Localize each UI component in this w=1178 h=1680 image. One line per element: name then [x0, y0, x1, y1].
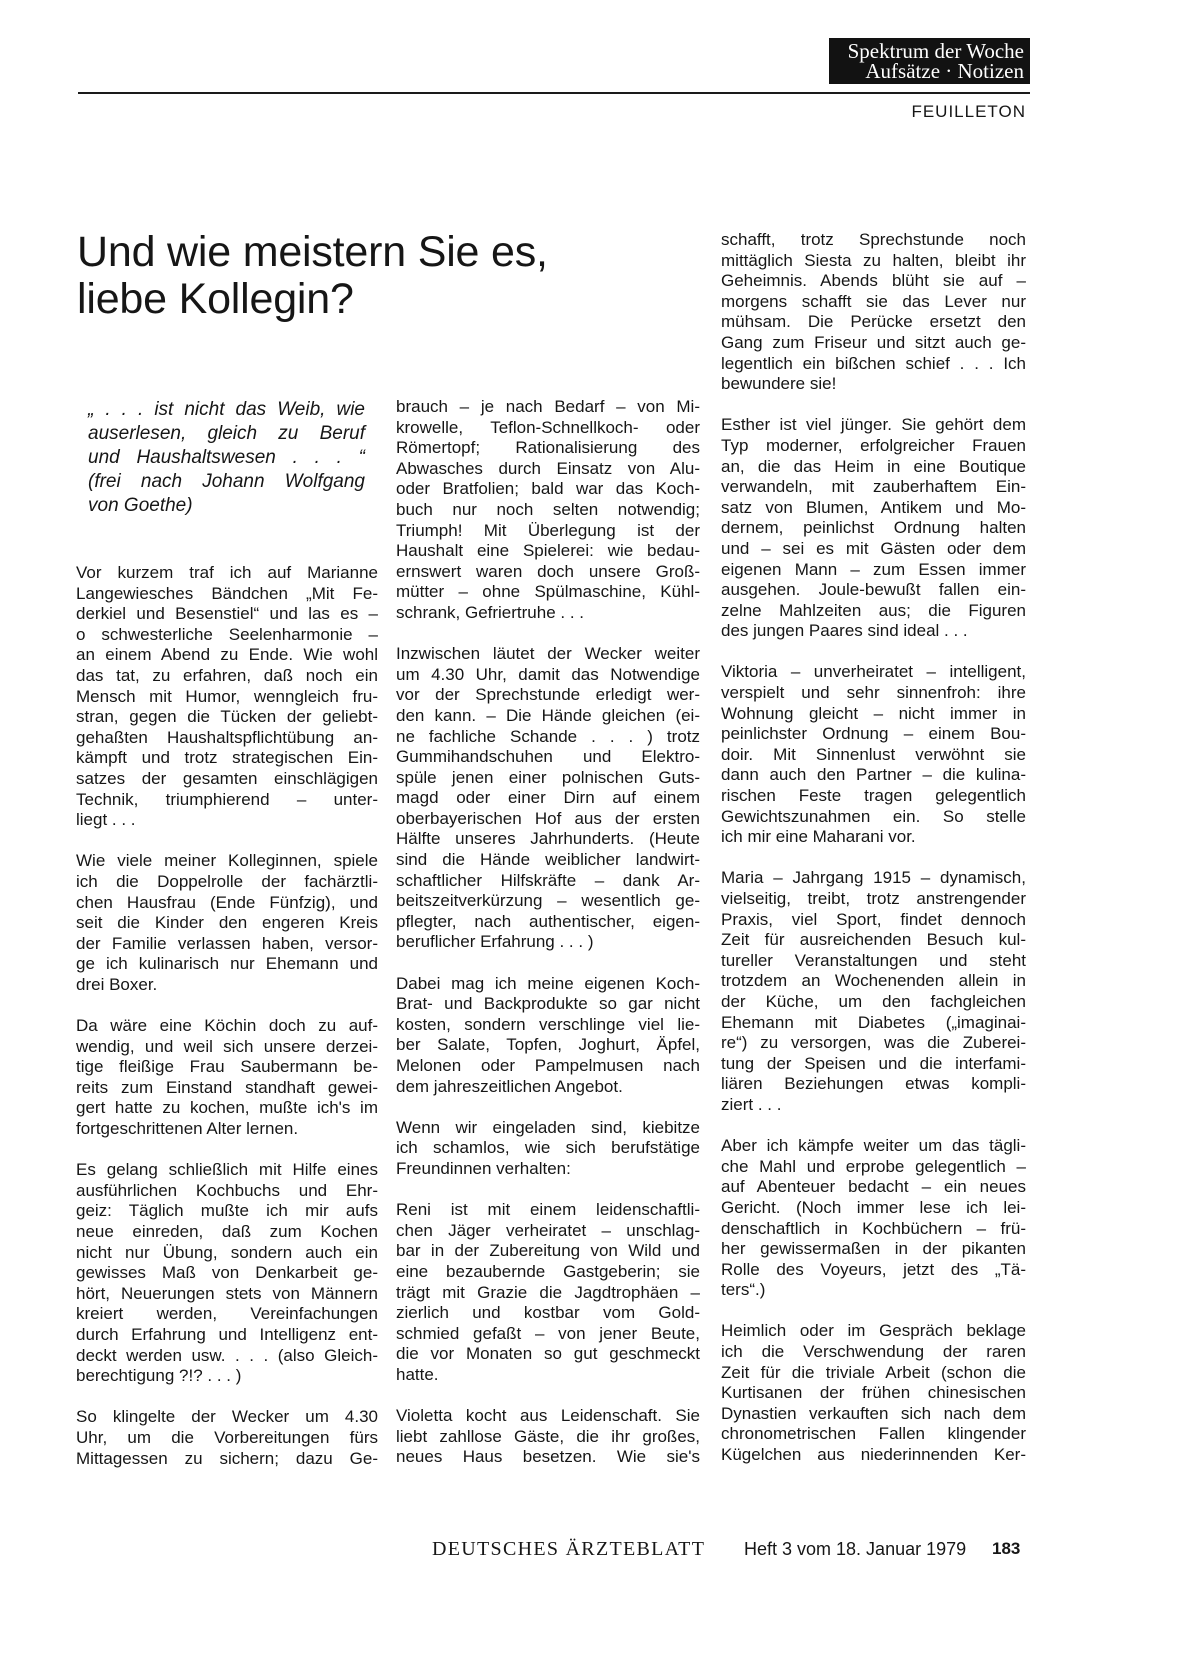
paragraph — [396, 644, 700, 953]
text-line: trotzdem an Wochenenden allein in — [721, 971, 1026, 991]
text-line: ber Salate, Topfen, Joghurt, Äpfel, — [396, 1035, 700, 1055]
text-line: chen Jäger verheiratet – unschlag- — [396, 1220, 700, 1240]
text-line: Wie viele meiner Kolleginnen, spiele — [76, 851, 378, 871]
text-line: gert hatte zu kochen, mußte ich's im — [76, 1098, 378, 1118]
epigraph-line: von Goethe) — [88, 495, 193, 516]
text-line: Melonen oder Pampelmusen nach — [396, 1056, 700, 1075]
text-line: neues Haus besetzen. Wie sie's — [396, 1447, 700, 1467]
text-line: dem jahreszeitlichen Angebot. — [396, 1076, 623, 1096]
text-line: auf Abenteuer bedacht – ein neues — [721, 1177, 1026, 1197]
text-line: mittäglich Siesta zu halten, bleibt ihr — [721, 250, 1026, 270]
text-line: trägt mit Grazie die Jagdtrophäen – — [396, 1282, 700, 1302]
text-line: Heimlich oder im Gespräch beklage — [721, 1321, 1026, 1341]
text-line: hatte. — [396, 1364, 439, 1384]
paragraph — [396, 1118, 700, 1180]
text-line: Violetta kocht aus Leidenschaft. Sie — [396, 1406, 700, 1426]
text-line: Brat- und Backprodukte so gar nicht — [396, 994, 700, 1014]
epigraph-line: (frei nach Johann Wolfgang — [88, 471, 365, 492]
paragraph — [721, 868, 1026, 1115]
epigraph-line: und Haushaltswesen . . . “ — [88, 447, 365, 468]
text-line: ernswert waren doch unsere Groß- — [396, 561, 700, 581]
text-line: stran, gegen die Tücken der geliebt- — [76, 707, 378, 727]
text-line: Reni ist mit einem leidenschaftli- — [396, 1200, 700, 1220]
text-line: Vor kurzem traf ich auf Marianne — [76, 563, 378, 582]
text-line: an, die das Heim in eine Boutique — [721, 456, 1026, 476]
text-line: oder Bratfolien; bald war das Koch- — [396, 479, 700, 499]
text-line: peinlichster Ordnung – einem Bou- — [721, 724, 1026, 744]
text-line: Mensch mit Humor, wenngleich fru- — [76, 686, 378, 706]
text-line: ich mir eine Maharani vor. — [721, 827, 916, 847]
text-line: doir. Mit Sinnenlust verwöhnt sie — [721, 744, 1026, 764]
text-line: Wohnung gleicht – nicht immer in — [721, 703, 1026, 723]
journal-name: DEUTSCHES ÄRZTEBLATT — [432, 1538, 706, 1560]
text-line: Rolle des Voyeurs, jetzt des „Tä- — [721, 1259, 1026, 1279]
text-line: gehaßten Haushaltspflichtübung an- — [76, 727, 378, 747]
text-line: sind die Hände weiblicher landwirt- — [396, 850, 700, 870]
text-line: Zeit für ausreichenden Besuch kul- — [721, 930, 1026, 950]
text-line: beitszeitverkürzung – wesentlich ge- — [396, 891, 700, 911]
text-line: Hälfte unseres Jahrhunderts. (Heute — [396, 829, 700, 849]
text-line: oberbayerischen Hof aus der ersten — [396, 808, 700, 828]
epigraph-line: auserlesen, gleich zu Beruf — [88, 423, 365, 444]
section-masthead — [829, 38, 1030, 84]
text-line: tureller Veranstaltungen und steht — [721, 950, 1026, 970]
text-line: der Familie verlassen haben, versor- — [76, 933, 378, 953]
text-line: Gewichtszunahmen ein. So stelle — [721, 806, 1026, 826]
masthead-title: Spektrum der Woche — [847, 39, 1024, 63]
text-column-2 — [396, 397, 700, 1468]
text-line: an einem Abend zu Ende. Wie wohl — [76, 645, 378, 665]
text-line: o schwesterliche Seelenharmonie – — [76, 624, 378, 644]
text-line: eigenen Mann – zum Essen immer — [721, 559, 1026, 579]
text-line: verspielt und sehr sinnenfroh: ihre — [721, 683, 1026, 703]
paragraph — [396, 974, 700, 1098]
text-line: dernem, peinlichst Ordnung halten — [721, 518, 1026, 538]
text-line: Dabei mag ich meine eigenen Koch- — [396, 973, 700, 993]
text-line: her gewissermaßen in der pikanten — [721, 1239, 1026, 1259]
text-line: Zeit für die triviale Arbeit (schon die — [721, 1362, 1026, 1382]
text-line: des jungen Paares sind ideal . . . — [721, 621, 968, 641]
paragraph — [396, 1406, 700, 1468]
title-line: Und wie meistern Sie es, — [77, 228, 548, 276]
text-line: tige fleißige Frau Saubermann be- — [76, 1057, 378, 1077]
text-line: kosten, sondern verschlinge viel lie- — [396, 1014, 700, 1034]
text-line: Es gelang schließlich mit Hilfe eines — [76, 1160, 378, 1180]
text-line: drei Boxer. — [76, 974, 158, 994]
paragraph — [721, 230, 1026, 395]
text-line: schafft, trotz Sprechstunde noch — [721, 230, 1026, 249]
text-line: legentlich ein bißchen schief . . . Ich — [721, 353, 1026, 373]
text-line: Inzwischen läutet der Wecker weiter — [396, 644, 700, 664]
text-column-1 — [76, 563, 378, 1469]
paragraph — [76, 563, 378, 831]
text-line: ausführlichen Kochbuchs und Ehr- — [76, 1180, 378, 1200]
text-line: bar in der Zubereitung von Wild und — [396, 1241, 700, 1261]
text-line: ziert . . . — [721, 1094, 782, 1114]
text-line: deckt werden usw. . . . (also Gleich- — [76, 1345, 378, 1365]
text-line: die vor Monaten so gut geschmeckt — [396, 1344, 700, 1364]
text-line: berechtigung ?!? . . . ) — [76, 1366, 242, 1386]
text-line: denschaftlich in Kochbüchern – frü- — [721, 1218, 1026, 1238]
masthead-subtitle: Aufsätze · Notizen — [865, 59, 1024, 83]
text-line: zierlich und kostbar vom Gold- — [396, 1303, 700, 1323]
text-line: So klingelte der Wecker um 4.30 — [76, 1407, 378, 1427]
text-line: schmied gefaßt – von jener Beute, — [396, 1323, 700, 1343]
paragraph — [76, 1160, 378, 1387]
paragraph — [76, 1016, 378, 1140]
text-line: und – sei es mit Gästen oder dem — [721, 538, 1026, 558]
text-line: Gericht. (Noch immer lese ich lei- — [721, 1197, 1026, 1217]
paragraph — [721, 662, 1026, 847]
paragraph — [721, 1136, 1026, 1301]
text-line: ich die Doppelrolle der fachärztli- — [76, 871, 378, 891]
text-line: schrank, Gefriertruhe . . . — [396, 602, 585, 622]
text-line: chen Hausfrau (Ende Fünfzig), und — [76, 892, 378, 912]
text-line: satz von Blumen, Antikem und Mo- — [721, 497, 1026, 517]
text-line: Kügelchen aus niederinnenden Ker- — [721, 1445, 1026, 1465]
text-line: liebt zahllose Gäste, die ihr großes, — [396, 1426, 700, 1446]
text-line: gewisses Maß von Denkarbeit ge- — [76, 1263, 378, 1283]
paragraph — [721, 415, 1026, 642]
text-line: brauch – je nach Bedarf – von Mi- — [396, 397, 700, 416]
text-line: ne fachliche Schande . . . ) trotz — [396, 726, 700, 746]
text-line: Viktoria – unverheiratet – intelligent, — [721, 662, 1026, 682]
text-line: Uhr, um die Vorbereitungen fürs — [76, 1427, 378, 1447]
text-line: durch Erfahrung und Intelligenz ent- — [76, 1324, 378, 1344]
text-line: den kann. – Die Hände gleichen (ei- — [396, 705, 700, 725]
page-number: 183 — [992, 1539, 1021, 1558]
paragraph — [76, 851, 378, 995]
text-line: Da wäre eine Köchin doch zu auf- — [76, 1016, 378, 1036]
text-line: Langewiesches Bändchen „Mit Fe- — [76, 583, 378, 603]
text-line: der Küche, um den fachgleichen — [721, 991, 1026, 1011]
text-line: magd oder einer Dirn auf einem — [396, 788, 700, 808]
text-line: satzes der gesamten einschlägigen — [76, 768, 378, 788]
text-line: kreiert werden, Vereinfachungen — [76, 1304, 378, 1324]
text-line: spüle jenen einer polnischen Guts- — [396, 767, 700, 787]
text-line: dann auch den Partner – die kulina- — [721, 765, 1026, 785]
text-line: derkiel und Besenstiel“ und las es – — [76, 604, 378, 624]
text-line: pflegter, nach authentischer, eigen- — [396, 911, 700, 931]
paragraph — [76, 1407, 378, 1469]
text-line: rischen Feste tragen gelegentlich — [721, 786, 1026, 806]
text-line: krowelle, Teflon-Schnellkoch- oder — [396, 417, 700, 437]
text-line: Technik, triumphierend – unter- — [76, 789, 378, 809]
text-line: nicht nur Übung, sondern auch ein — [76, 1242, 378, 1262]
paragraph — [721, 1321, 1026, 1465]
text-line: chronometrischen Fallen klingender — [721, 1424, 1026, 1444]
text-line: liegt . . . — [76, 810, 136, 830]
text-line: Ehemann mit Diabetes („imaginai- — [721, 1012, 1026, 1032]
text-line: tung der Speisen und die interfami- — [721, 1053, 1026, 1073]
text-line: mühsam. Die Perücke ersetzt den — [721, 312, 1026, 332]
epigraph-line: „ . . . ist nicht das Weib, wie — [88, 399, 365, 420]
epigraph — [88, 398, 365, 518]
text-line: Geheimnis. Abends blüht sie auf – — [721, 271, 1026, 291]
text-line: Typ moderner, erfolgreicher Frauen — [721, 435, 1026, 455]
paragraph — [396, 1200, 700, 1385]
text-line: morgens schafft sie das Lever nur — [721, 291, 1026, 311]
text-line: ters“.) — [721, 1280, 766, 1300]
text-line: wendig, und weil sich unsere derzei- — [76, 1036, 378, 1056]
text-column-3 — [721, 230, 1026, 1466]
text-line: liären Beziehungen etwas kompli- — [721, 1074, 1026, 1094]
text-line: ausgehen. Joule-bewußt fallen ein- — [721, 580, 1026, 600]
text-line: re“) zu versorgen, was die Zuberei- — [721, 1033, 1026, 1053]
text-line: zelne Mahlzeiten aus; die Figuren — [721, 600, 1026, 620]
text-line: fortgeschrittenen Alter lernen. — [76, 1119, 299, 1139]
page-footer — [0, 1536, 1178, 1562]
text-line: che Mahl und erprobe gelegentlich – — [721, 1156, 1026, 1176]
department-label: FEUILLETON — [911, 102, 1026, 121]
text-line: ich schamlos, wie sich berufstätige — [396, 1138, 700, 1158]
text-line: das tat, zu erfahren, daß noch ein — [76, 665, 378, 685]
text-line: beruflicher Erfahrung . . . ) — [396, 932, 594, 952]
text-line: kämpft und trotz strategischen Ein- — [76, 748, 378, 768]
text-line: um 4.30 Uhr, damit das Notwendige — [396, 664, 700, 684]
text-line: Freundinnen verhalten: — [396, 1158, 571, 1178]
text-line: vielseitig, treibt, trotz anstrengender — [721, 889, 1026, 908]
issue-info: Heft 3 vom 18. Januar 1979 — [744, 1539, 967, 1559]
text-line: verwandeln, mit zauberhaftem Ein- — [721, 477, 1026, 497]
text-line: mütter – ohne Spülmaschine, Kühl- — [396, 582, 700, 602]
header-rule — [78, 92, 1030, 94]
article-title — [77, 229, 548, 323]
text-line: Dynastien verkauften sich nach dem — [721, 1403, 1026, 1423]
text-line: Kurtisanen der frühen chinesischen — [721, 1383, 1026, 1403]
text-line: ich die Verschwendung der raren — [721, 1342, 1026, 1362]
text-line: bewundere sie! — [721, 374, 837, 394]
text-line: Aber ich kämpfe weiter um das tägli- — [721, 1136, 1026, 1156]
text-line: Gang zum Friseur und sitzt auch ge- — [721, 332, 1026, 352]
text-line: Abwasches durch Einsatz von Alu- — [396, 458, 700, 478]
text-line: Esther ist viel jünger. Sie gehört dem — [721, 415, 1026, 435]
text-line: reits zum Einstand standhaft gewei- — [76, 1077, 378, 1097]
text-line: Gummihandschuhen und Elektro- — [396, 747, 700, 767]
text-line: vor der Sprechstunde erledigt wer- — [396, 685, 700, 705]
text-line: Römertopf; Rationalisierung des — [396, 438, 700, 458]
text-line: Triumph! Mit Überlegung ist der — [396, 520, 700, 540]
text-line: Wenn wir eingeladen sind, kiebitze — [396, 1117, 700, 1137]
text-line: buch nur noch selten notwendig; — [396, 499, 700, 519]
title-line: liebe Kollegin? — [77, 275, 354, 323]
text-line: seit die Kinder den engeren Kreis — [76, 913, 378, 933]
text-line: ge ich kulinarisch nur Ehemann und — [76, 954, 378, 974]
text-line: schaftlicher Hilfskräfte – dank Ar- — [396, 870, 700, 890]
text-line: Mittagessen zu sichern; dazu Ge- — [76, 1448, 378, 1468]
text-line: Maria – Jahrgang 1915 – dynamisch, — [721, 868, 1026, 888]
text-line: Praxis, viel Sport, findet dennoch — [721, 909, 1026, 929]
paragraph — [396, 397, 700, 624]
text-line: Haushalt eine Spielerei: wie bedau- — [396, 541, 700, 561]
text-line: geiz: Täglich mußte ich mir aufs — [76, 1201, 378, 1221]
text-line: neue einreden, daß zum Kochen — [76, 1222, 378, 1241]
text-line: eine bezaubernde Gastgeberin; sie — [396, 1261, 700, 1281]
text-line: hört, Neuerungen stets von Männern — [76, 1283, 378, 1303]
